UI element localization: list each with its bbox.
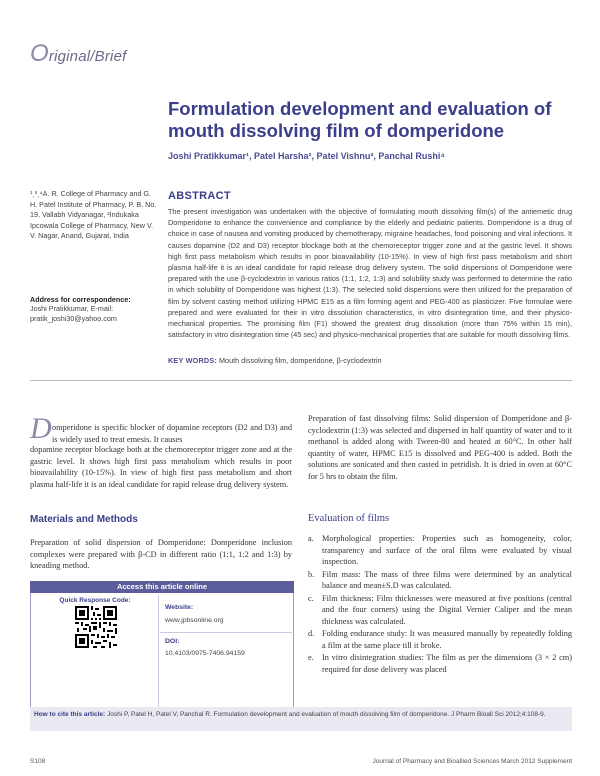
keywords-label: KEY WORDS: (168, 356, 217, 365)
citation-label: How to cite this article: (34, 711, 106, 718)
evaluation-heading: Evaluation of films (308, 513, 390, 524)
materials-heading: Materials and Methods (30, 514, 138, 525)
access-box-vertical-divider (158, 595, 159, 707)
list-item-label: a. (308, 534, 314, 543)
list-item-text: Morphological properties: Properties such as homogeneity, color, transparency and surface of the oral films were evaluated by visual inspection. (322, 534, 572, 566)
correspondence-body: Joshi Pratikkumar, E-mail: pratik_joshi30@yahoo.com (30, 304, 117, 323)
doi-label: DOI: (165, 638, 180, 645)
journal-footer: Journal of Pharmacy and Bioallied Sciences March 2012 Supplement (372, 758, 572, 765)
keywords-line (168, 356, 572, 365)
section-divider (30, 380, 572, 381)
list-item-label: e. (308, 653, 314, 662)
list-item (308, 593, 572, 628)
keywords-text: Mouth dissolving film, domperidone, β-cyclodextrin (219, 356, 382, 365)
film-preparation-paragraph: Preparation of fast dissolving films: Solid dispersion of Domperidone and β-cyclodextrin (1:3) was selected and dispersed in half quantity of water and to it methanol is added along with Tween-80 and heated at 60°C. In other half quantity of water, HPMC E15 is dissolved and PEG-400 is added. Both the solutions are sonicated and then casted in petridish. It is dried in oven at 60°C for 5 hrs to obtain the film. (308, 414, 572, 481)
authors-line: Joshi Pratikkumar¹, Patel Harsha², Patel Vishnu³, Panchal Rushi⁴ (168, 151, 445, 161)
list-item-text: Film thickness: Film thicknesses were measured at five positions (central and the four corners) using the Digital Vernier Caliper and the mean thickness was calculated. (322, 593, 572, 626)
list-item-label: c. (308, 593, 314, 603)
abstract-text: The present investigation was undertaken with the objective of formulating mouth dissolving film(s) of the antiemetic drug Domperidone to enhance the convenience and compliance by the elderly and pediatric patients. Domperidone is a drug of choice in case of nausea and vomiting produced by chemotherapy, migraine headaches, food poisoning and viral infections. It causes dopamine (D2 and D3) receptor blockage both at the chemoreceptor trigger zone and at the gastric level. It shows high first pass metabolism which results in poor bioavailability (10-15%). In view of high first pass metabolism and short plasma half-life it is an ideal candidate for rapid release drug delivery system. The solid dispersions of Domperidone were prepared with the use β-cyclodextrin in various ratios (1:1, 1:2, 1:3) and solubility study was performed to determine the ratio in which solubility of Domperidone was highest (1:3). The selected solid dispersions were then utilized for the preparation of film by solvent casting method utilizing HPMC E15 as a film forming agent and PEG-400 as plasticizer. Five formulae were prepared and were evaluated for their in vitro dissolution characteristics, in vitro disintegration time, and their physico-mechanical properties. The promising film (F1) showed the greatest drug dissolution (more than 75% within 15 min), satisfactory in vitro disintegration time (45 sec) and physico-mechanical properties that are suitable for mouth dissolving films. (168, 207, 572, 340)
doi-link[interactable]: 10.4103/0975-7406.94159 (165, 650, 245, 657)
affiliation: ¹ˎ³ˎ⁴A. R. College of Pharmacy and G. H. Patel Institute of Pharmacy, P. B. No. 19, Vallabh Vidyanagar, ²Indukaka Ipcowala College of Pharmacy, New V. V. Nagar, Anand, Gujarat, India (30, 189, 157, 241)
section-label (30, 40, 127, 68)
list-item (308, 569, 572, 592)
intro-paragraph: dopamine receptor blockage both at the chemoreceptor trigger zone and at the gastric level. It shows high first pass metabolism which results in poor bioavailability (10-15%). In view of high first pass metabolism and short plasma half-life it is an ideal candidate for rapid release drug delivery system. (30, 445, 292, 489)
page-number: S108 (30, 758, 46, 765)
list-item (308, 533, 572, 568)
section-rest: riginal/Brief (48, 48, 127, 65)
materials-paragraph: Preparation of solid dispersion of Domperidone: Domperidone inclusion complexes were prepared with β-CD in different ratio (1:1, 1:2 and 1:3) by kneading method. (30, 538, 292, 570)
qr-code-label: Quick Response Code: (59, 597, 131, 604)
list-item-label: d. (308, 629, 315, 638)
list-item-text: In vitro disintegration studies: The film as per the dimensions (3 × 2 cm) required for dose delivery was placed (322, 653, 572, 674)
citation-text: Joshi P, Patel H, Patel V, Panchal R. Formulation development and evaluation of mouth dissolving film of domperidone. J Pharm Bioall Sci 2012;4:108-9. (106, 711, 546, 718)
list-item-label: b. (308, 569, 315, 579)
evaluation-list (308, 533, 572, 676)
list-item (308, 652, 572, 675)
access-box-header: Access this article online (30, 581, 294, 593)
section-initial: O (30, 40, 49, 67)
correspondence-heading: Address for correspondence: (30, 295, 131, 304)
abstract-heading: ABSTRACT (168, 190, 231, 202)
website-link[interactable]: www.jpbsonline.org (165, 617, 224, 624)
list-item-text: Folding endurance study: It was measured manually by repeatedly folding a film at the same place till it broke. (322, 629, 572, 650)
access-box-horizontal-divider (160, 632, 292, 633)
article-title: Formulation development and evaluation of mouth dissolving film of domperidone (168, 98, 552, 141)
qr-code-icon[interactable] (75, 606, 117, 648)
intro-dropcap: D (30, 412, 52, 445)
website-label: Website: (165, 604, 194, 611)
list-item (308, 628, 572, 651)
intro-first-lines: omperidone is specific blocker of dopamine receptors (D2 and D3) and is widely used to treat emesis. It causes (52, 423, 292, 444)
list-item-text: Film mass: The mass of three films were determined by an analytical balance and mean±S.D was calculated. (322, 569, 572, 590)
citation (34, 710, 568, 720)
